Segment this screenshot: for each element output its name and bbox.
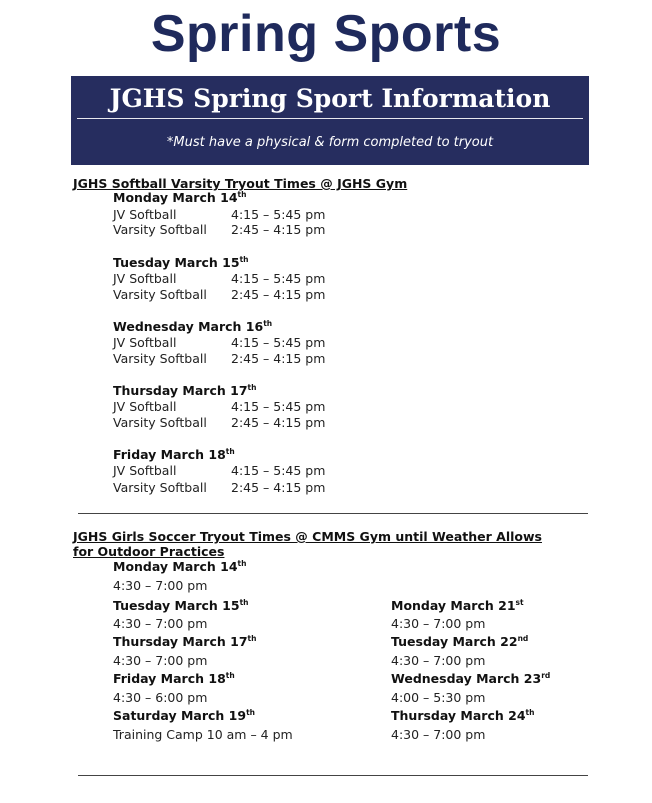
practice-time: 4:30 – 7:00 pm	[391, 653, 486, 668]
practice-time: 4:30 – 7:00 pm	[113, 653, 208, 668]
day-heading: Friday March 18th	[113, 670, 235, 686]
practice-time: 4:30 – 7:00 pm	[391, 727, 486, 742]
practice-time: Training Camp 10 am – 4 pm	[113, 727, 293, 742]
day-heading: Tuesday March 15th	[113, 597, 249, 613]
banner-heading: JGHS Spring Sport Information	[109, 84, 551, 113]
soccer-section-title: JGHS Girls Soccer Tryout Times @ CMMS Gym until Weather Allows	[73, 529, 542, 544]
day-heading: Monday March 21st	[391, 597, 524, 613]
section-divider	[78, 513, 588, 514]
day-heading: Thursday March 17th	[113, 633, 257, 649]
banner-note: *Must have a physical & form completed to tryout	[166, 135, 494, 150]
day-heading: Friday March 18th	[113, 446, 235, 462]
practice-time: 4:30 – 7:00 pm	[391, 616, 486, 631]
day-heading: Thursday March 17th	[113, 382, 257, 398]
day-heading: Thursday March 24th	[391, 707, 535, 723]
day-heading: Wednesday March 16th	[113, 318, 273, 334]
section-divider	[78, 775, 588, 776]
practice-time: 4:30 – 6:00 pm	[113, 690, 208, 705]
day-heading: Tuesday March 22nd	[391, 633, 529, 649]
soccer-section-title-cont: for Outdoor Practices	[73, 544, 225, 559]
practice-time: 4:30 – 7:00 pm	[113, 578, 208, 593]
day-heading: Monday March 14th	[113, 558, 247, 574]
practice-time: 4:00 – 5:30 pm	[391, 690, 486, 705]
banner-divider	[77, 118, 583, 119]
softball-section-title: JGHS Softball Varsity Tryout Times @ JGHS Gym	[73, 176, 408, 191]
info-banner	[71, 76, 589, 165]
day-heading: Wednesday March 23rd	[391, 670, 551, 686]
page-title: Spring Sports	[150, 5, 502, 63]
day-heading: Tuesday March 15th	[113, 254, 249, 270]
day-heading: Saturday March 19th	[113, 707, 256, 723]
day-heading: Monday March 14th	[113, 189, 247, 205]
practice-time: 4:30 – 7:00 pm	[113, 616, 208, 631]
